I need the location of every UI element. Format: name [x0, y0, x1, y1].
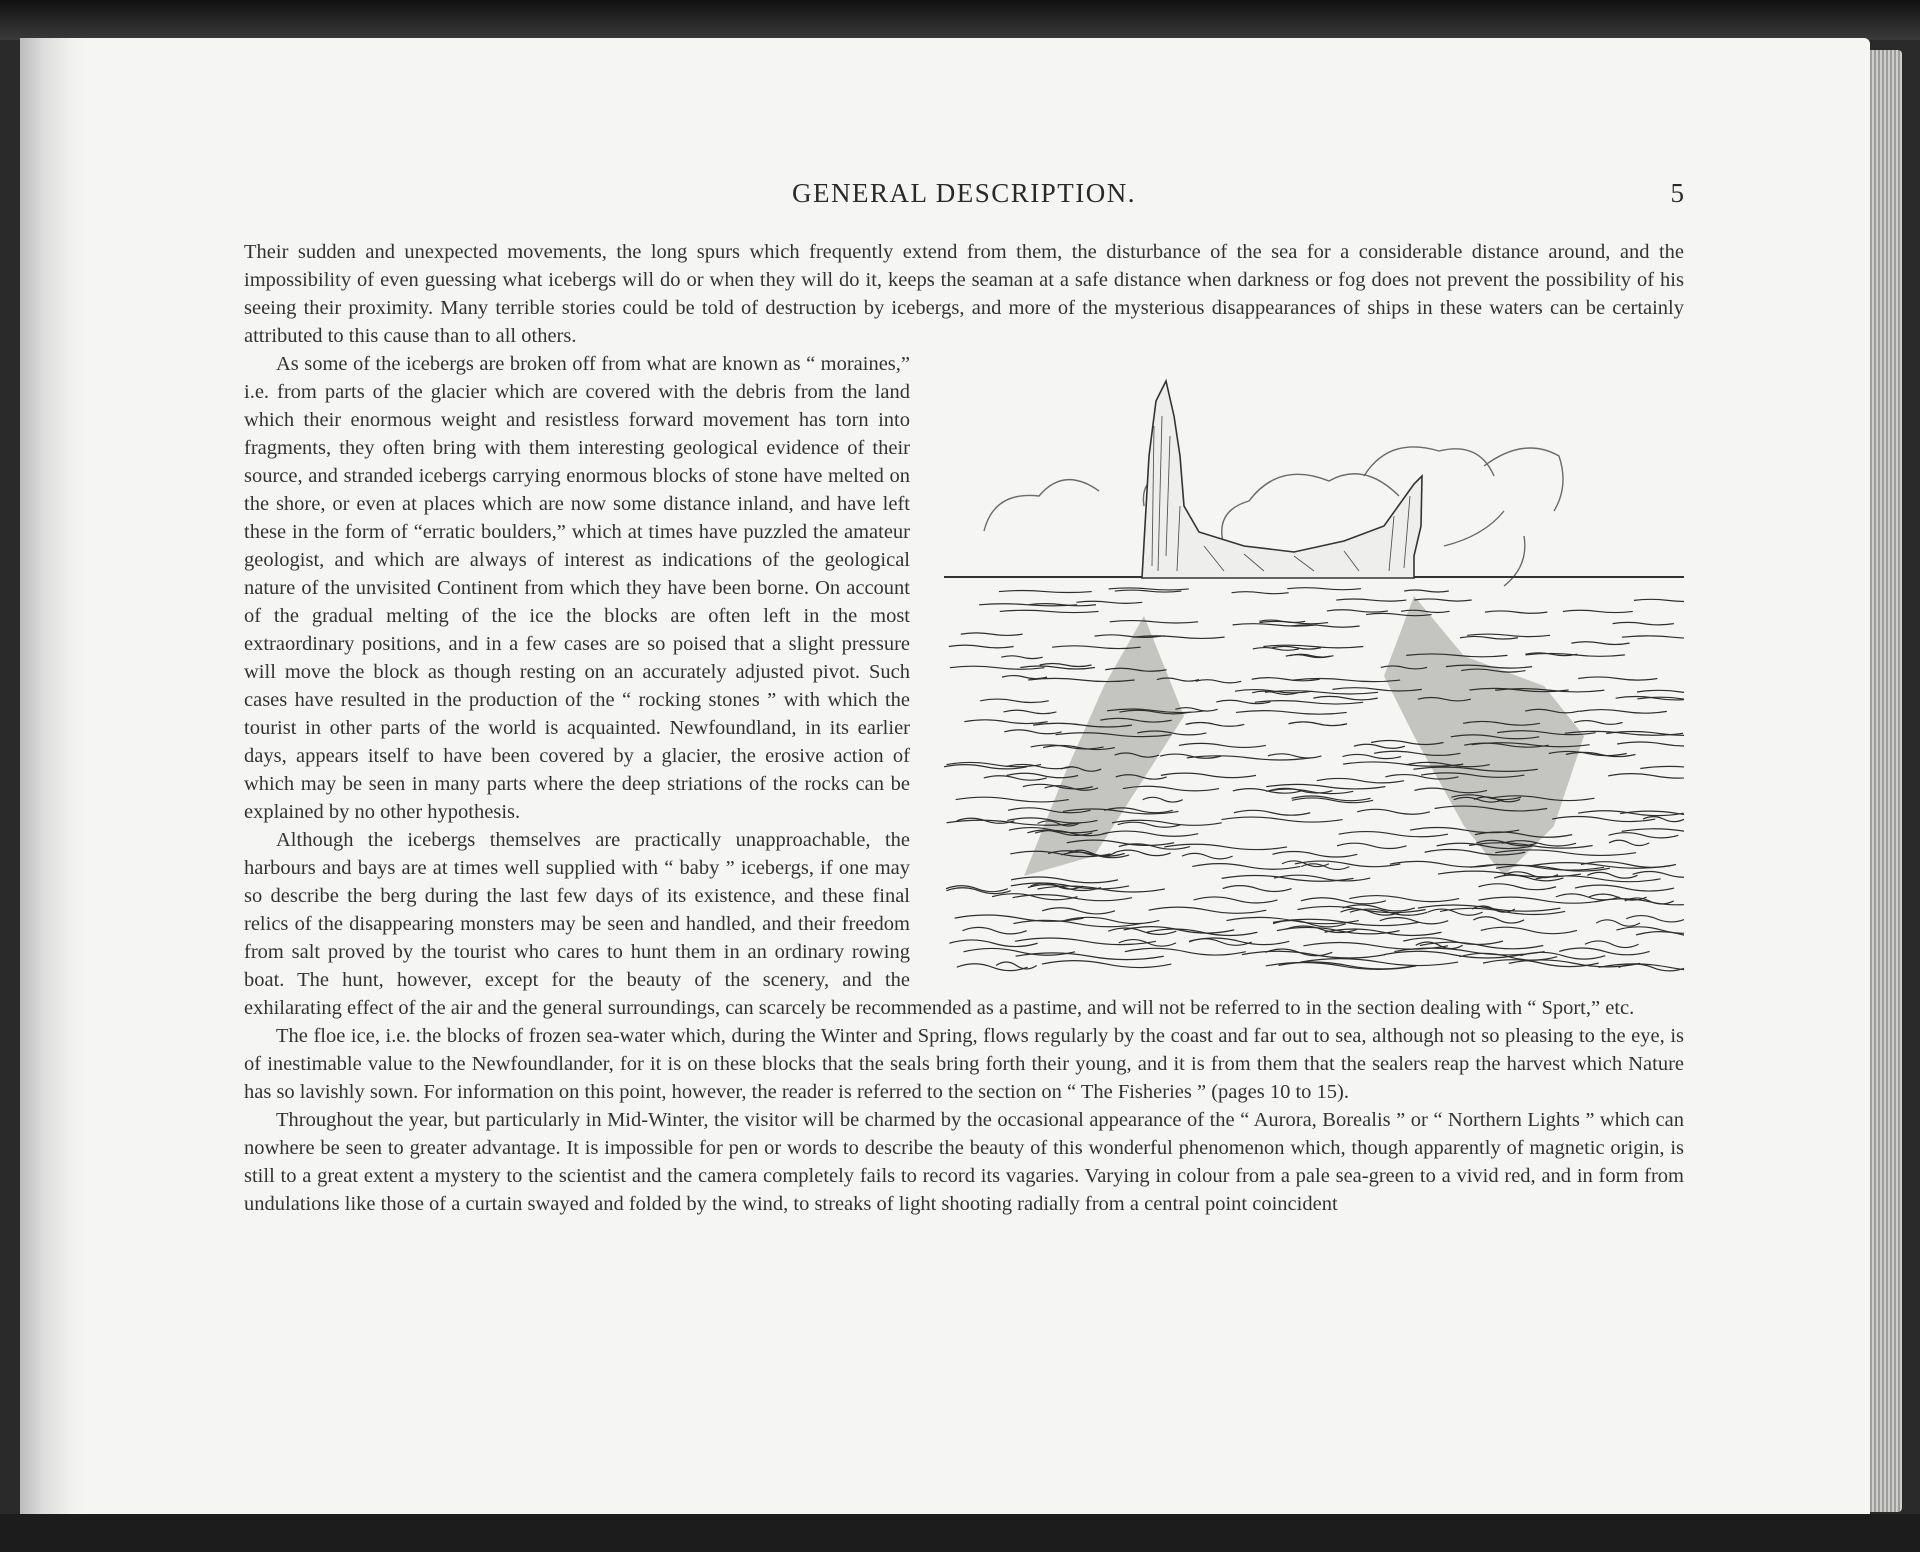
wave-stroke [1552, 817, 1655, 822]
wave-stroke [1608, 774, 1684, 778]
wave-stroke [1526, 653, 1625, 656]
wave-stroke [1143, 797, 1183, 802]
wave-stroke [1536, 876, 1661, 882]
wave-stroke [1343, 754, 1402, 758]
wave-stroke [1563, 610, 1633, 612]
wave-stroke [1622, 636, 1684, 639]
wave-stroke [1125, 948, 1246, 955]
wave-stroke [961, 633, 1023, 636]
wave-stroke [1109, 588, 1189, 590]
wave-stroke [1013, 920, 1140, 926]
wave-stroke [1608, 833, 1678, 838]
wave-stroke [1339, 832, 1448, 837]
wave-stroke [1124, 927, 1235, 933]
wave-stroke [1234, 810, 1310, 815]
wave-stroke [1110, 621, 1198, 623]
wave-stroke [1357, 809, 1430, 814]
wave-stroke [1236, 711, 1347, 715]
paragraph: As some of the icebergs are broken off from what are known as “ moraines,” i.e. from parts of the glacier which are covered with the debris from the land which their enormous weight and resistless forward movement has torn into fragments, they often bring with them interesting geological evidence of their source, and stranded icebergs carrying enormous blocks of stone have melted on the shore, or even at places which are now some distance inland, and have left these in the form of “erratic boulders,” which at times have puzzled the amateur geologist, and which are always of interest as indications of the geological nature of the unvisited Continent from which they have been borne. On account of the gradual melting of the ice the blocks are often left in the most extraordinary positions, and in a few cases are so poised that a slight pressure will move the block as though resting on an accurately adjusted pivot. Such cases have resulted in the production of the “ rocking stones ” with which the tourist in other parts of the world is acquainted. Newfoundland, in its earlier days, appears itself to have been covered by a glacier, the erosive action of which may be seen in many parts where the deep striations of the rocks can be explained by no other hypothesis. [244, 353, 910, 823]
wave-stroke [1317, 778, 1404, 782]
wave-stroke [957, 964, 1028, 971]
wave-stroke [1013, 895, 1132, 901]
wave-stroke [1001, 656, 1042, 659]
wave-stroke [1002, 676, 1047, 679]
wave-stroke [1337, 843, 1407, 848]
wave-stroke [1161, 773, 1256, 777]
wave-stroke [1000, 610, 1099, 612]
wave-stroke [1609, 840, 1649, 845]
wave-stroke [1414, 599, 1471, 601]
wave-stroke [1579, 710, 1666, 714]
wave-stroke [1578, 677, 1657, 680]
wave-stroke [1336, 599, 1406, 601]
wave-stroke [956, 797, 1069, 802]
wave-stroke [1016, 953, 1164, 960]
wave-stroke [1643, 817, 1684, 822]
wave-stroke [1272, 852, 1357, 857]
running-head: GENERAL DESCRIPTION. [792, 178, 1136, 208]
wave-stroke [1574, 721, 1622, 725]
body-text [244, 238, 1684, 1218]
wave-stroke [1287, 588, 1361, 590]
wave-stroke [1196, 680, 1242, 683]
wave-stroke [963, 927, 1027, 933]
wave-stroke [1575, 885, 1674, 891]
iceberg-engraving-icon [944, 356, 1684, 984]
wave-stroke [1042, 961, 1171, 968]
wave-stroke [1042, 908, 1115, 914]
wave-stroke [1460, 636, 1518, 639]
wave-stroke [1004, 710, 1057, 714]
wave-stroke [1065, 917, 1160, 923]
wave-stroke [964, 948, 1075, 955]
wave-stroke [1585, 941, 1639, 948]
wave-stroke [1428, 909, 1483, 915]
wave-stroke [1301, 898, 1386, 904]
page-header [244, 178, 1684, 214]
wave-stroke [1496, 865, 1610, 871]
wave-stroke [1485, 611, 1547, 613]
wave-stroke [949, 645, 1014, 648]
wave-stroke [1192, 864, 1300, 870]
wave-stroke [1578, 811, 1683, 816]
wave-stroke [984, 776, 1047, 780]
wave-stroke [1481, 927, 1577, 933]
wave-stroke [1179, 743, 1266, 747]
scan-bottom-edge [0, 1514, 1920, 1552]
wave-stroke [1327, 610, 1388, 612]
wave-stroke [1313, 696, 1377, 699]
book-spine [20, 38, 90, 1518]
wave-stroke [1242, 951, 1385, 958]
wave-stroke [1223, 886, 1292, 892]
wave-stroke [1626, 916, 1684, 922]
scan-top-edge [0, 0, 1920, 40]
paragraph: Although the icebergs themselves are practically unapproachable, the harbours and bays are at times well supplied with “ baby ” icebergs, if one may so describe the berg during the last few days of its existence, and these final relics of the disappearing monsters may be seen and handled, and their freedom from salt proved by the tourist who cares to hunt them in an ordinary rowing boat. The hunt, however, except for the beauty of the scenery, and the exhilarating effect of the air and the general surroundings, can scarcely be recommended as a pastime, and will not be referred to in the section dealing with “ Sport,” etc. [244, 829, 1635, 1019]
wave-stroke [1268, 754, 1321, 758]
wave-stroke [1637, 690, 1684, 693]
paragraph: Their sudden and unexpected movements, the long spurs which frequently extend from them, the disturbance of the sea for a considerable distance around, and the impossibility of even guessing what icebergs will do or when they will do it, keeps the seaman at a safe distance when darkness or fog does not prevent the possibility of his seeing their proximity. Many terrible stories could be told of destruction by icebergs, and more of the mysterious disappearances of ships in these waters can be certainly attributed to this cause than to all others. [244, 241, 1684, 347]
wave-stroke [1076, 601, 1142, 603]
wave-stroke [996, 962, 1037, 969]
wave-stroke [1596, 920, 1640, 926]
wave-stroke [1587, 872, 1637, 878]
wave-stroke [1571, 642, 1629, 645]
wave-stroke [1266, 962, 1417, 969]
wave-stroke [949, 940, 1037, 947]
wave-stroke [1194, 897, 1278, 903]
wave-stroke [1114, 850, 1171, 855]
wave-stroke [1253, 648, 1299, 651]
wave-stroke [1182, 853, 1233, 858]
wave-stroke [1255, 701, 1363, 704]
wave-stroke [1349, 896, 1459, 902]
paragraph: Throughout the year, but particularly in Mid-Winter, the visitor will be charmed by the occasional appearance of the “ Aurora, Borealis ” or “ Northern Lights ” which can nowhere be seen to greater advantage. It is impossible for pen or words to describe the beauty of this wonderful phenomenon which, though apparently of magnetic origin, is still to a great extent a mystery to the scientist and the camera completely fails to record its vagaries. Varying in colour from a pale sea-green to a vivid red, and in form from undulations like those of a curtain swayed and folded by the wind, to streaks of light shooting radially from a central point coincident [244, 1109, 1684, 1215]
wave-stroke [1470, 865, 1604, 871]
wave-stroke [1118, 822, 1181, 827]
wave-stroke [1221, 817, 1342, 822]
wave-stroke [1149, 907, 1267, 913]
page-number: 5 [1670, 178, 1684, 208]
wave-stroke [964, 720, 1047, 724]
wave-stroke [1478, 897, 1604, 903]
wave-stroke [1119, 940, 1176, 947]
wave-stroke [1011, 877, 1118, 883]
wave-stroke [1520, 952, 1605, 959]
wave-stroke [1479, 884, 1557, 890]
wave-stroke [1617, 742, 1684, 746]
wave-stroke [1404, 590, 1449, 592]
wave-stroke [1559, 948, 1649, 955]
wave-stroke [1634, 599, 1684, 601]
wave-stroke [1613, 622, 1674, 624]
wave-stroke [1288, 722, 1347, 726]
wave-stroke [1633, 871, 1684, 877]
wave-stroke [1640, 766, 1684, 770]
wave-stroke [1269, 788, 1332, 793]
wave-stroke [1354, 744, 1405, 748]
wave-stroke [1232, 592, 1289, 594]
iceberg-illustration [944, 356, 1684, 984]
wave-stroke [1473, 917, 1524, 923]
wave-stroke [955, 915, 1084, 921]
wave-stroke [1186, 723, 1245, 727]
wave-stroke [1004, 730, 1061, 734]
wave-stroke [980, 699, 1049, 702]
wave-stroke [1418, 905, 1561, 911]
wave-stroke [1103, 831, 1199, 836]
wave-stroke [999, 591, 1092, 593]
paragraph: The floe ice, i.e. the blocks of frozen sea-water which, during the Winter and Spring, flows regularly by the coast and far out to sea, although not so pleasing to the eye, is of inestimable value to the Newfoundlander, for it is on these blocks that the seals bring forth their young, and it is from them that the sealers reap the harvest which Nature has so lavishly sown. For information on this point, however, the reader is referred to the section on “ The Fisheries ” (pages 10 to 15). [244, 1025, 1684, 1103]
wave-stroke [1260, 621, 1329, 623]
wave-stroke [1038, 886, 1165, 892]
wave-stroke [1483, 960, 1599, 967]
